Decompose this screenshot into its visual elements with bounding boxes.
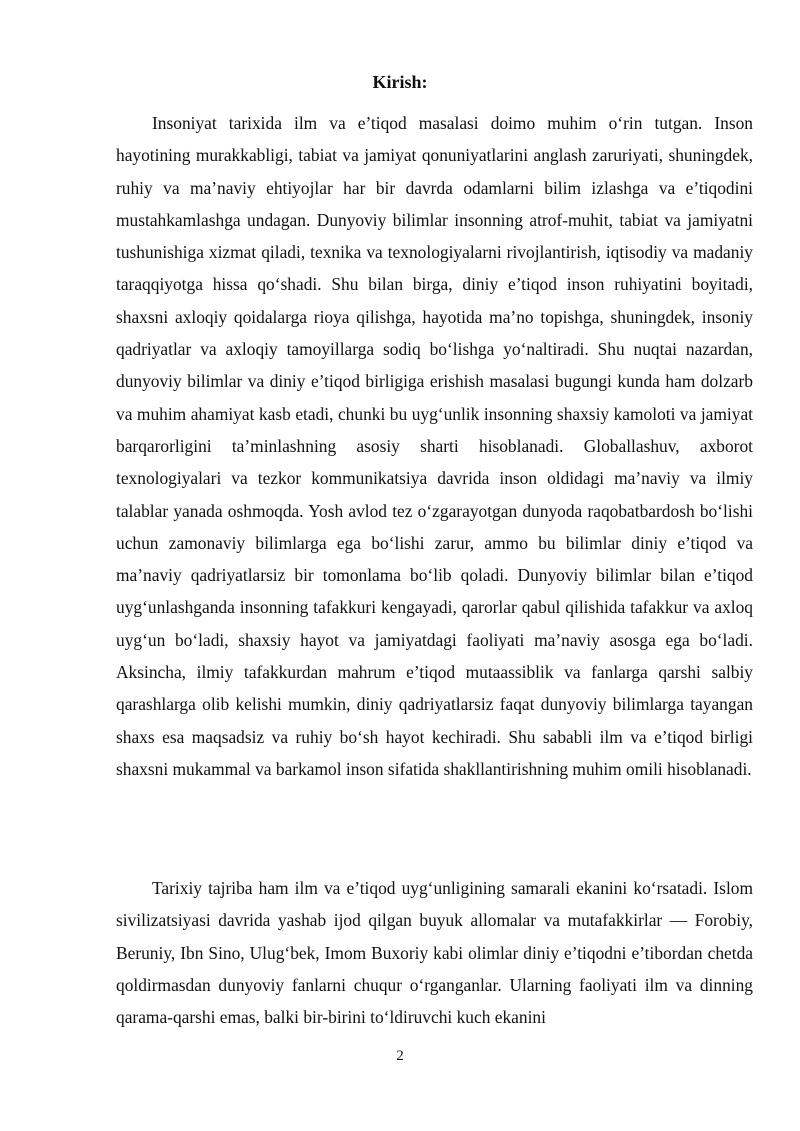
paragraph-1-container (116, 107, 753, 785)
body-paragraph: Insoniyat tarixida ilm va e’tiqod masalasi doimo muhim o‘rin tutgan. Inson hayotining murakkabligi, tabiat va jamiyat qonuniyatlarini anglash zaruriyati, shuningdek, ruhiy va ma’naviy ehtiyojlar har bir davrda odamlarni bilim izlashga va e’tiqodini mustahkamlashga undagan. Dunyoviy bilimlar insonning atrof-muhit, tabiat va jamiyatni tushunishiga xizmat qiladi, texnika va texnologiyalarni rivojlantirish, iqtisodiy va madaniy taraqqiyotga hissa qo‘shadi. Shu bilan birga, diniy e’tiqod inson ruhiyatini boyitadi, shaxsni axloqiy qoidalarga rioya qilishga, hayotida ma’no topishga, shuningdek, insoniy qadriyatlar va axloqiy tamoyillarga sodiq bo‘lishga yo‘naltiradi. Shu nuqtai nazardan, dunyoviy bilimlar va diniy e’tiqod birligiga erishish masalasi bugungi kunda ham dolzarb va muhim ahamiyat kasb etadi, chunki bu uyg‘unlik insonning shaxsiy kamoloti va jamiyat barqarorligini ta’minlashning asosiy sharti hisoblanadi. Globallashuv, axborot texnologiyalari va tezkor kommunikatsiya davrida inson oldidagi ma’naviy va ilmiy talablar yanada oshmoqda. Yosh avlod tez o‘zgarayotgan dunyoda raqobatbardosh bo‘lishi uchun zamonaviy bilimlarga ega bo‘lishi zarur, ammo bu bilimlar diniy e’tiqod va ma’naviy qadriyatlarsiz bir tomonlama bo‘lib qoladi. Dunyoviy bilimlar bilan e’tiqod uyg‘unlashganda insonning tafakkuri kengayadi, qarorlar qabul qilishida tafakkur va axloq uyg‘un bo‘ladi, shaxsiy hayot va jamiyatdagi faoliyati ma’naviy asosga ega bo‘ladi. Aksincha, ilmiy tafakkurdan mahrum e’tiqod mutaassiblik va fanlarga qarshi salbiy qarashlarga olib kelishi mumkin, diniy qadriyatlarsiz faqat dunyoviy bilimlarga tayangan shaxs esa maqsadsiz va ruhiy bo‘sh hayot kechiradi. Shu sababli ilm va e’tiqod birligi shaxsni mukammal va barkamol inson sifatida shakllantirishning muhim omili hisoblanadi. (116, 113, 753, 779)
page-number: 2 (396, 1048, 404, 1064)
body-paragraph: Tarixiy tajriba ham ilm va e’tiqod uyg‘unligining samarali ekanini ko‘rsatadi. Islom sivilizatsiyasi davrida yashab ijod qilgan buyuk allomalar va mutafakkirlar — Forobiy, Beruniy, Ibn Sino, Ulug‘bek, Imom Buxoriy kabi olimlar diniy e’tiqodni e’tibordan chetda qoldirmasdan dunyoviy fanlarni chuqur o‘rganganlar. Ularning faoliyati ilm va dinning qarama-qarshi emas, balki bir-birini to‘ldiruvchi kuch ekanini (116, 878, 753, 1028)
section-heading: Kirish: (372, 72, 428, 92)
paragraph-2-container (116, 872, 753, 1033)
